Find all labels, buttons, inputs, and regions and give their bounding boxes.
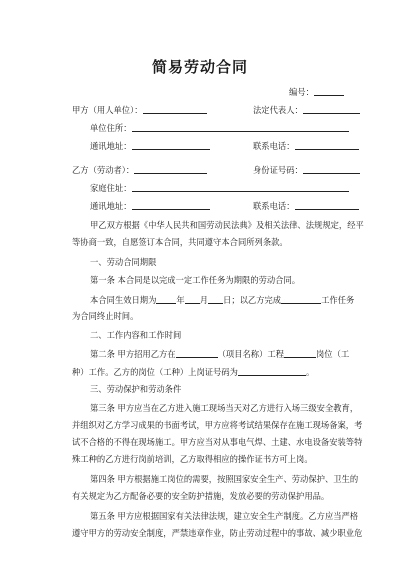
document-title: 简易劳动合同 [151,58,248,76]
position-label: 岗位（工 [316,349,350,359]
party-a-address-label: 单位住所： [90,123,132,133]
month-blank [185,294,200,304]
article-4-line-1: 第四条 甲方根据施工岗位的需要，按照国家安全生产、劳动保护、卫生的 [90,474,359,484]
project-name-label: （项目名称）工程 [217,349,284,359]
section-2-heading: 二、工作内容和工作时间 [90,330,182,340]
party-b-home-label: 家庭住址： [90,183,132,193]
day-blank [208,294,223,304]
party-b-phone-label: 联系电话： [253,201,295,211]
party-a-name-label: 甲方（用人单位）： [72,105,143,115]
task-blank [281,294,321,304]
party-b-phone-line [253,200,359,212]
serial-number-blank [314,86,344,96]
party-b-mail-blank [132,200,210,210]
article-2-line-2 [72,366,314,378]
article-2-line-1 [90,348,349,360]
party-b-phone-blank [295,200,359,210]
serial-number-label: 编号： [289,87,314,97]
party-a-rep-blank [303,104,360,114]
party-a-mail-label: 通讯地址： [90,141,132,151]
article-5-line-2: 遵守甲方的劳动安全制度，严禁违章作业，防止劳动过程中的事故、减少职业危 [72,528,363,538]
article-1-text: 第一条 本合同是以完成一定工作任务为期限的劳动合同。 [90,275,301,285]
party-a-rep-line [253,104,360,116]
party-b-id-blank [303,164,360,174]
party-b-mail-label: 通讯地址： [90,201,132,211]
party-a-phone-label: 联系电话： [253,141,295,151]
party-b-name-blank [134,164,207,174]
preamble-line-2: 等协商一致，自愿签订本合同，共同遵守本合同所列条款。 [72,237,288,247]
party-a-phone-blank [295,140,359,150]
article-4-line-2: 有关规定为乙方配备必要的安全防护措施，发放必要的劳动保护用品。 [72,491,330,501]
certificate-blank [238,366,306,376]
party-b-id-label: 身份证号码： [253,165,303,175]
certificate-label: 种）工作。乙方的岗位（工种）上岗证号码为 [72,367,238,377]
year-label: 年 [176,295,185,305]
article-3-line-3: 试不合格的不得在现场施工。甲方应当对从事电气焊、土建、水电设备安装等特 [72,437,363,447]
party-b-id-line [253,164,360,176]
party-a-rep-label: 法定代表人： [253,105,303,115]
section-3-heading: 三、劳动保护和劳动条件 [90,384,182,394]
party-a-address-line [90,122,349,134]
article-3-line-4: 殊工种的乙方进行岗前培训，乙方取得相应的操作证书方可上岗。 [72,454,313,464]
month-label: 月 [199,295,209,305]
article-3-line-1: 第三条 甲方应当在乙方进入施工现场当天对乙方进行入场三级安全教育， [90,403,359,413]
effective-date-line [90,294,354,306]
party-b-home-line [90,182,349,194]
party-b-name-line [72,164,207,176]
effective-date-label: 本合同生效日期为 [90,295,157,305]
party-b-home-blank [132,182,349,192]
party-a-mail-blank [132,140,210,150]
serial-number-line [289,86,344,98]
party-a-mail-line [90,140,210,152]
task-label: 工作任务 [321,295,355,305]
project-name-blank [176,348,218,358]
preamble-line-1: 甲乙双方根据《中华人民共和国劳动民法典》及相关法律、法规规定，经平 [90,220,364,230]
certificate-end: 。 [305,367,315,377]
year-blank [156,294,176,304]
article-2-lead: 第二条 甲方招用乙方在 [90,349,176,359]
article-5-line-1: 第五条 甲方应根据国家有关法律法规，建立安全生产制度。乙方应当严格 [90,511,359,521]
party-a-name-blank [143,104,207,114]
position-blank [284,348,316,358]
day-label: 日；以乙方完成 [223,295,282,305]
termination-line: 为合同终止时间。 [72,311,139,321]
article-3-line-2: 并组织对乙方学习成果的书面考试，甲方应将考试结果保存在施工现场备案，考 [72,420,363,430]
party-b-mail-line [90,200,210,212]
party-a-address-blank [132,122,349,132]
party-a-phone-line [253,140,359,152]
party-b-name-label: 乙方（劳动者）： [72,165,135,175]
party-a-name-line [72,104,207,116]
section-1-heading: 一、劳动合同期限 [90,257,157,267]
